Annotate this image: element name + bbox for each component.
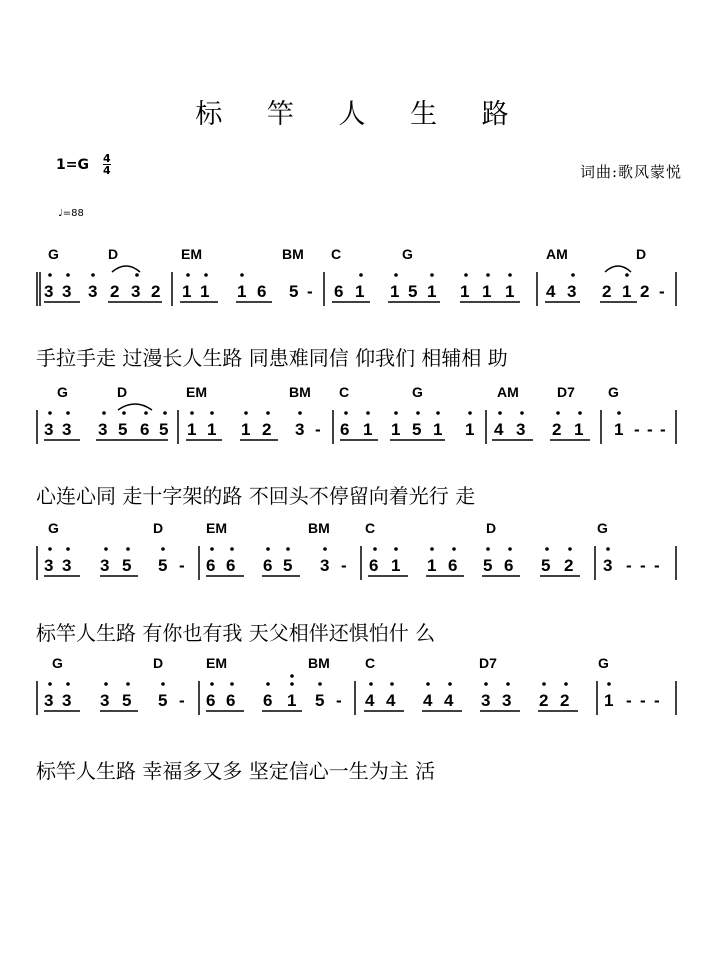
note: 4 (546, 282, 556, 301)
chord: D7 (479, 655, 497, 671)
chord: AM (546, 246, 568, 262)
lyrics-line: 标竿人生路 有你也有我 天父相伴还惧怕什 么 (36, 621, 436, 645)
note: 1 (460, 282, 470, 301)
note: 3 (62, 691, 72, 710)
note: 1 (574, 420, 584, 439)
note: 3 (502, 691, 512, 710)
staff-line-3 (0, 520, 722, 660)
chord: C (331, 246, 342, 262)
chord: D (636, 246, 647, 262)
note: - (179, 691, 185, 710)
chord: EM (186, 384, 207, 400)
chord: BM (308, 655, 330, 671)
note: - (660, 420, 666, 439)
note: 6 (340, 420, 350, 439)
note: 6 (263, 691, 273, 710)
note: 3 (320, 556, 330, 575)
note: - (626, 691, 632, 710)
note: 3 (44, 420, 54, 439)
notation-row (0, 538, 722, 588)
note: 1 (622, 282, 632, 301)
lyrics-line: 心连心同 走十字架的路 不回头不停留向着光行 走 (36, 484, 476, 508)
note: 2 (110, 282, 120, 301)
note: 5 (315, 691, 325, 710)
note: 6 (206, 691, 216, 710)
note: 1 (390, 282, 400, 301)
note: 2 (262, 420, 272, 439)
notation-row (0, 264, 722, 314)
note: 3 (100, 556, 110, 575)
key-signature: 1=G (56, 157, 89, 173)
chord: G (608, 384, 619, 400)
note: 5 (289, 282, 299, 301)
note: - (634, 420, 640, 439)
lyrics-line: 标竿人生路 幸福多又多 坚定信心一生为主 活 (36, 759, 436, 783)
note: 3 (44, 282, 54, 301)
note: 2 (539, 691, 549, 710)
staff-line-1 (0, 246, 722, 386)
note: 1 (391, 556, 401, 575)
note: 6 (140, 420, 150, 439)
chord: G (57, 384, 68, 400)
notation-row (0, 402, 722, 452)
note: 6 (226, 556, 236, 575)
note: 1 (427, 282, 437, 301)
note: - (640, 691, 646, 710)
note: 5 (158, 556, 168, 575)
chord: D (153, 655, 164, 671)
note: 3 (567, 282, 577, 301)
note: 1 (465, 420, 475, 439)
note: 4 (365, 691, 375, 710)
note: - (179, 556, 185, 575)
page-title: 标 竿 人 生 路 (195, 99, 527, 130)
note: - (654, 556, 660, 575)
note: 1 (200, 282, 210, 301)
chord: EM (181, 246, 202, 262)
note: 5 (118, 420, 128, 439)
chord: D (108, 246, 119, 262)
chord: D7 (557, 384, 575, 400)
note: 1 (427, 556, 437, 575)
chord: BM (282, 246, 304, 262)
lyrics-line: 手拉手走 过漫长人生路 同患难同信 仰我们 相辅相 助 (36, 346, 508, 370)
note: 6 (206, 556, 216, 575)
note: 2 (560, 691, 570, 710)
note: 1 (614, 420, 624, 439)
note: 2 (151, 282, 161, 301)
note: 4 (444, 691, 454, 710)
note: 3 (481, 691, 491, 710)
note: - (315, 420, 321, 439)
note: 3 (88, 282, 98, 301)
note: 5 (158, 691, 168, 710)
note: 5 (541, 556, 551, 575)
note: 2 (640, 282, 650, 301)
note: 5 (408, 282, 418, 301)
note: 1 (237, 282, 247, 301)
note: - (341, 556, 347, 575)
note: 3 (516, 420, 526, 439)
note: 5 (283, 556, 293, 575)
chord: G (598, 655, 609, 671)
chord: D (153, 520, 164, 536)
note: 6 (504, 556, 514, 575)
note: - (626, 556, 632, 575)
note: 6 (369, 556, 379, 575)
note: 6 (226, 691, 236, 710)
note: 3 (295, 420, 305, 439)
note: 1 (241, 420, 251, 439)
chord: G (597, 520, 608, 536)
note: 3 (44, 556, 54, 575)
note: 3 (98, 420, 108, 439)
note: 4 (494, 420, 504, 439)
note: 3 (62, 420, 72, 439)
note: 3 (44, 691, 54, 710)
note: 1 (604, 691, 614, 710)
note: 5 (412, 420, 422, 439)
time-signature-top: 4 (103, 152, 111, 165)
note: 1 (363, 420, 373, 439)
tempo-marking: ♩=88 (58, 208, 84, 219)
chord: C (365, 655, 376, 671)
note: - (640, 556, 646, 575)
time-signature-bottom: 4 (103, 164, 111, 177)
note: 4 (386, 691, 396, 710)
note: 6 (334, 282, 344, 301)
chord: G (412, 384, 423, 400)
note: 5 (159, 420, 169, 439)
note: 5 (483, 556, 493, 575)
note: 5 (122, 556, 132, 575)
chord: C (339, 384, 350, 400)
chord: EM (206, 520, 227, 536)
note: 3 (62, 282, 72, 301)
note: 1 (287, 691, 297, 710)
note: 4 (423, 691, 433, 710)
note: 1 (182, 282, 192, 301)
note: 2 (552, 420, 562, 439)
chord: G (48, 246, 59, 262)
note: - (336, 691, 342, 710)
chord: EM (206, 655, 227, 671)
note: 6 (263, 556, 273, 575)
time-signature (103, 153, 111, 176)
chord: BM (308, 520, 330, 536)
chord: D (117, 384, 128, 400)
credit: 词曲:歌风蒙悦 (579, 163, 682, 181)
note: 6 (257, 282, 267, 301)
chord: BM (289, 384, 311, 400)
note: 2 (564, 556, 574, 575)
note: 1 (433, 420, 443, 439)
notation-row (0, 673, 722, 723)
note: 2 (602, 282, 612, 301)
chord: AM (497, 384, 519, 400)
note: 3 (100, 691, 110, 710)
note: - (647, 420, 653, 439)
note: - (659, 282, 665, 301)
note: - (654, 691, 660, 710)
staff-line-4 (0, 655, 722, 795)
note: 1 (187, 420, 197, 439)
chord: G (48, 520, 59, 536)
note: 1 (355, 282, 365, 301)
note: 3 (603, 556, 613, 575)
note: 3 (131, 282, 141, 301)
chord: G (402, 246, 413, 262)
note: 5 (122, 691, 132, 710)
note: 1 (207, 420, 217, 439)
note: 3 (62, 556, 72, 575)
note: 1 (391, 420, 401, 439)
note: 1 (505, 282, 515, 301)
note: - (307, 282, 313, 301)
staff-line-2 (0, 384, 722, 524)
note: 6 (448, 556, 458, 575)
chord: C (365, 520, 376, 536)
note: 1 (482, 282, 492, 301)
chord: G (52, 655, 63, 671)
chord: D (486, 520, 497, 536)
